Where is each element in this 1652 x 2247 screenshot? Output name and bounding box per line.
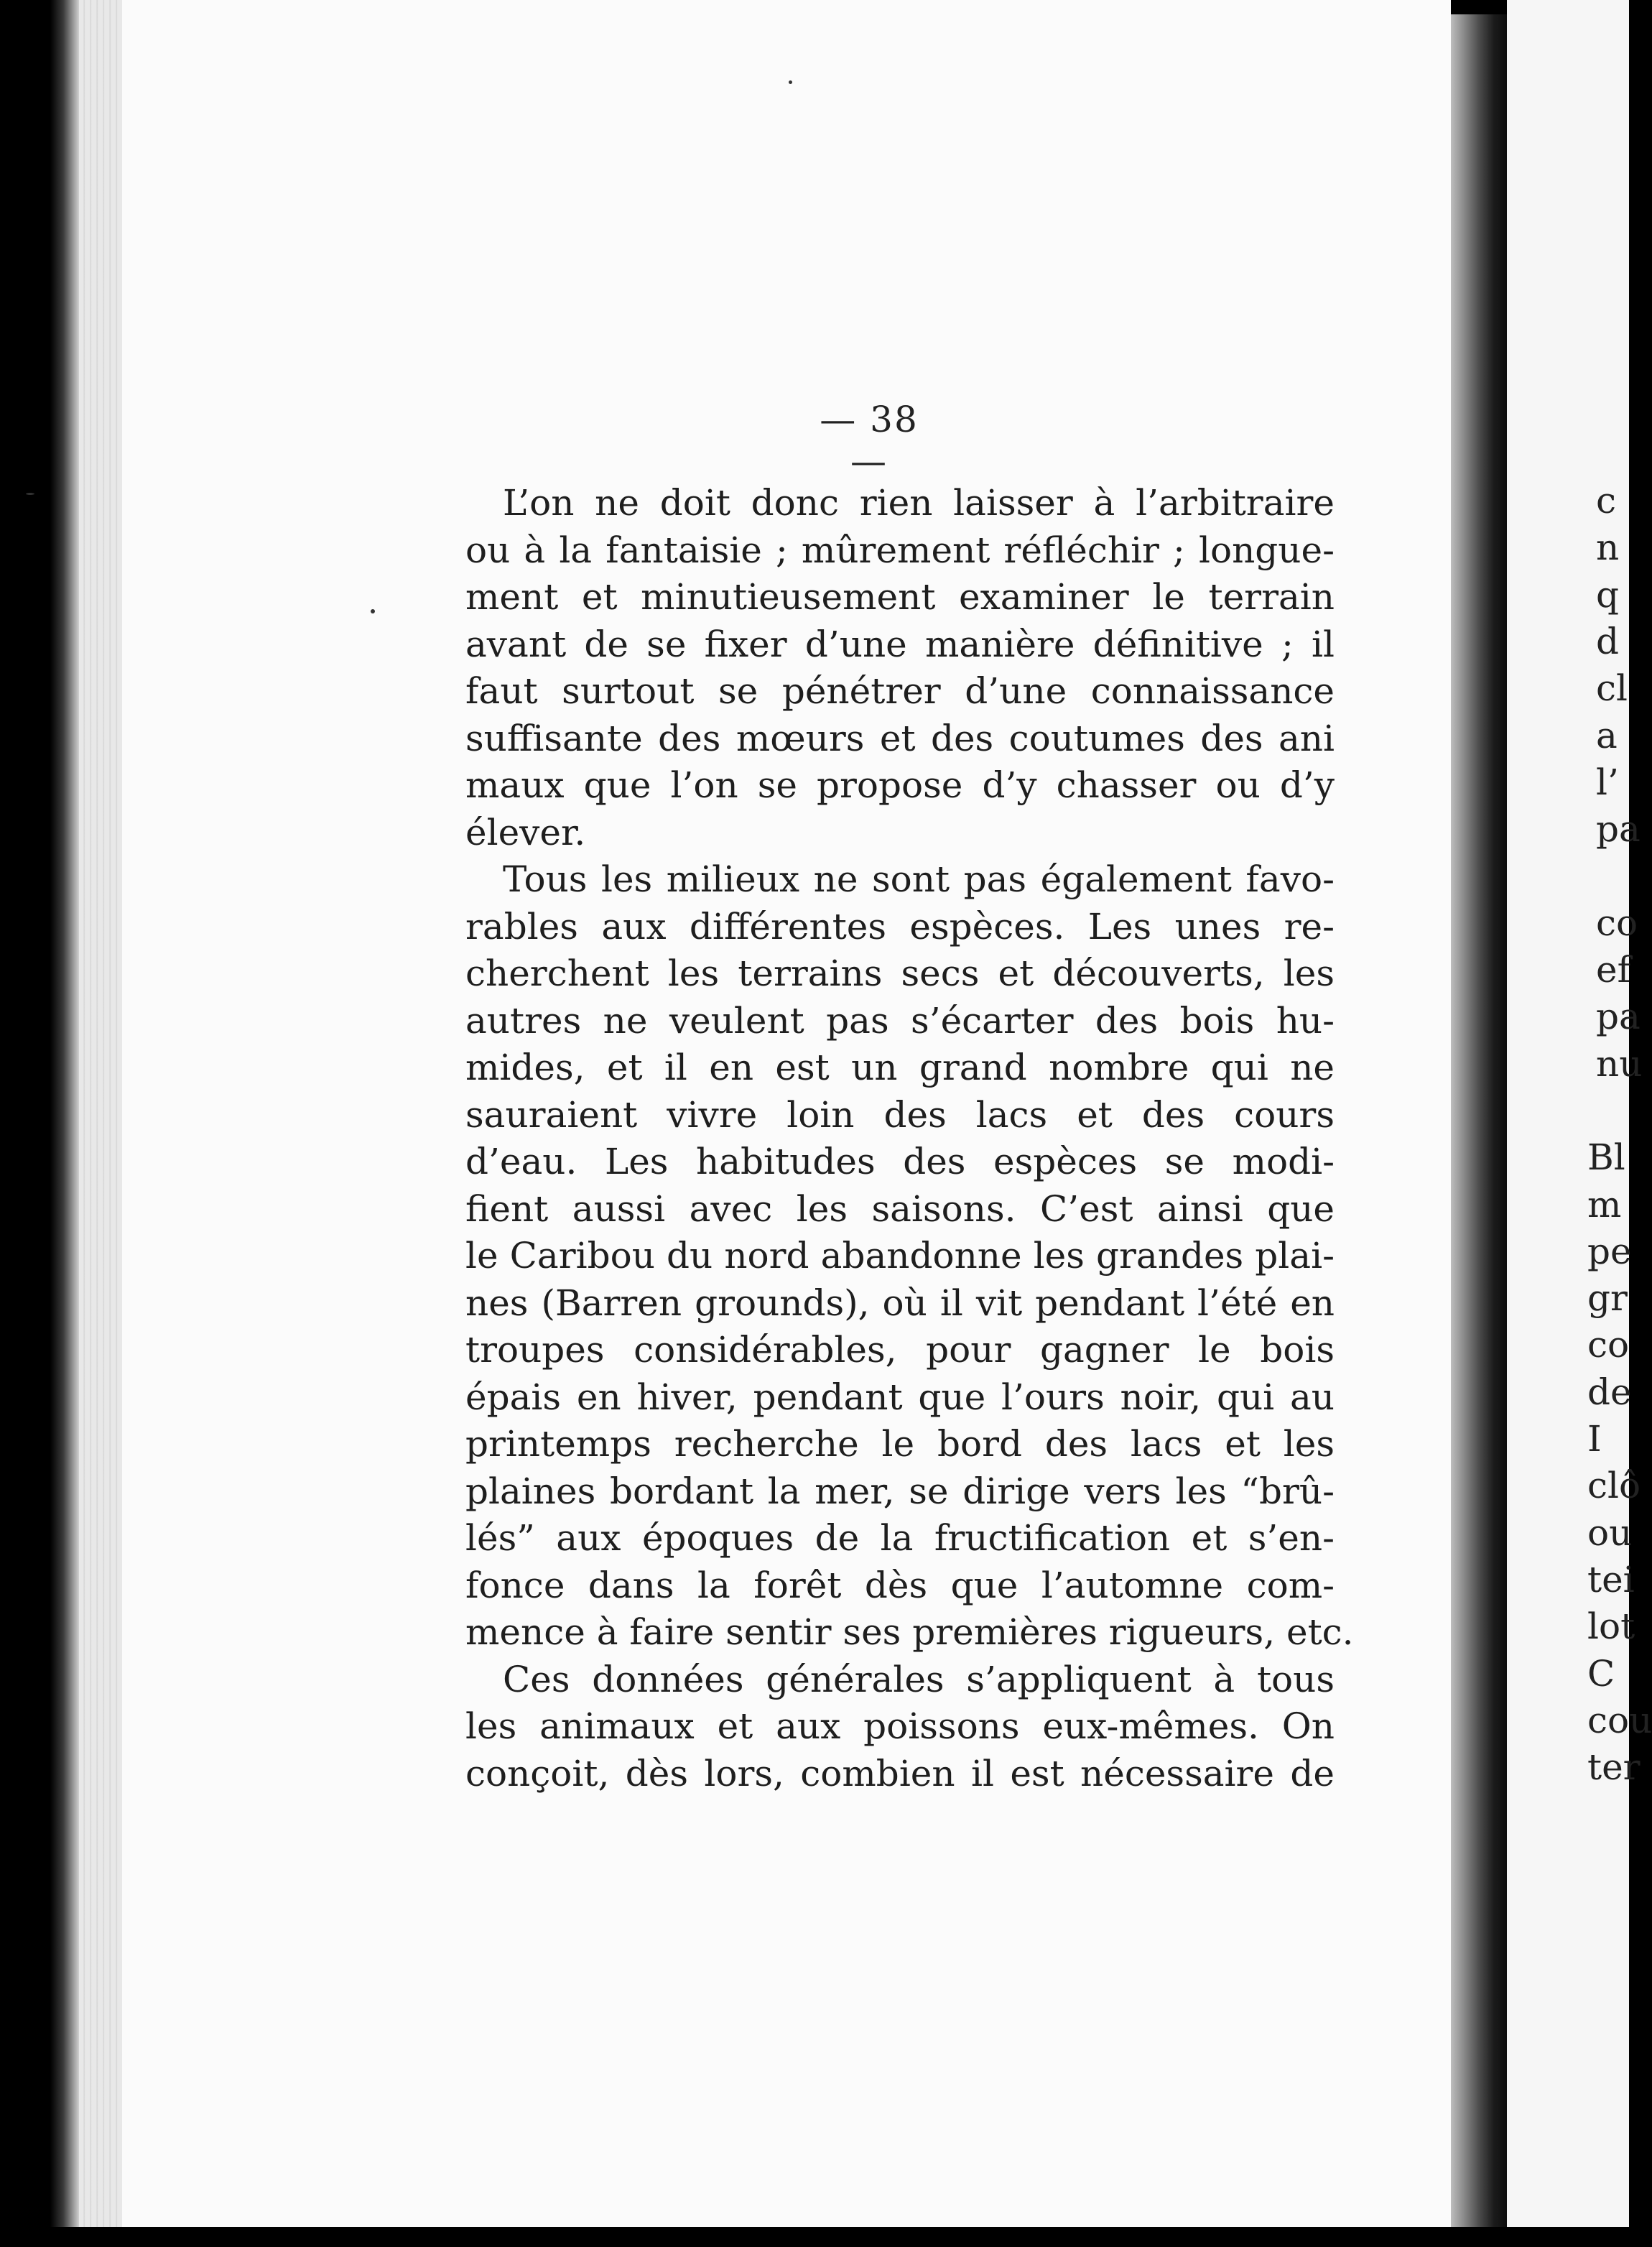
facing-page-fragment: d xyxy=(1596,620,1620,662)
facing-page-fragment: tei xyxy=(1587,1558,1635,1600)
page-number: — 38 — xyxy=(820,399,919,482)
text-line: Ces données générales s’appliquent à tous xyxy=(503,1658,1335,1700)
facing-page-fragment: clô xyxy=(1587,1465,1641,1507)
text-line: ment et minutieusement examiner le terrain xyxy=(465,576,1335,618)
facing-page-fragment: m xyxy=(1587,1183,1622,1226)
facing-page-fragment: pa xyxy=(1596,996,1641,1038)
text-line: faut surtout se pénétrer d’une connaissance xyxy=(465,670,1335,712)
text-line: le Caribou du nord abandonne les grandes plai- xyxy=(465,1235,1335,1277)
facing-page-fragment: C xyxy=(1587,1652,1615,1695)
text-line: nes (Barren grounds), où il vit pendant l’été en xyxy=(465,1282,1335,1324)
scan-bottom-border xyxy=(0,2227,1629,2247)
facing-page-fragment: a xyxy=(1596,714,1618,756)
text-line: mence à faire sentir ses premières rigueurs, etc. xyxy=(465,1611,1354,1653)
facing-page-fragment: lot xyxy=(1587,1606,1635,1648)
facing-page-fragment: cou xyxy=(1587,1699,1652,1741)
scan-speck xyxy=(789,80,792,84)
facing-page-fragment: cl xyxy=(1596,667,1628,710)
text-line: mides, et il en est un grand nombre qui ne xyxy=(465,1047,1335,1088)
text-line: ou à la fantaisie ; mûrement réfléchir ; longue- xyxy=(465,529,1335,571)
text-line: les animaux et aux poissons eux-mêmes. On xyxy=(465,1705,1335,1747)
text-line: avant de se fixer d’une manière définitive ; il xyxy=(465,623,1335,665)
text-line: épais en hiver, pendant que l’ours noir, qui au xyxy=(465,1376,1335,1418)
text-line: fonce dans la forêt dès que l’automne com- xyxy=(465,1564,1335,1606)
text-line: cherchent les terrains secs et découverts, les xyxy=(465,953,1335,994)
facing-page-fragment: nu xyxy=(1596,1042,1643,1085)
text-line: fient aussi avec les saisons. C’est ainsi que xyxy=(465,1187,1335,1230)
scan-speck xyxy=(26,493,34,495)
facing-page-fragment: ter xyxy=(1587,1746,1641,1789)
scan-speck xyxy=(371,609,375,613)
text-line: autres ne veulent pas s’écarter des bois hu- xyxy=(465,999,1335,1042)
facing-page-fragment: c xyxy=(1596,480,1617,522)
text-line: conçoit, dès lors, combien il est nécessaire de xyxy=(465,1752,1335,1794)
text-line: élever. xyxy=(465,811,586,853)
text-line: sauraient vivre loin des lacs et des cours xyxy=(465,1093,1335,1136)
facing-page-fragment: co xyxy=(1596,902,1638,944)
text-line: rables aux différentes espèces. Les unes re- xyxy=(465,905,1335,948)
text-line: lés” aux époques de la fructification et s’en- xyxy=(465,1517,1335,1559)
facing-page xyxy=(1507,0,1652,2227)
book-gutter-shadow xyxy=(1451,14,1507,2227)
facing-page-fragment: pe xyxy=(1587,1230,1632,1272)
text-line: troupes considérables, pour gagner le bois xyxy=(465,1329,1335,1371)
facing-page-fragment: n xyxy=(1596,527,1620,569)
text-line: printemps recherche le bord des lacs et les xyxy=(465,1423,1335,1465)
facing-page-fragment: ef xyxy=(1596,949,1631,991)
text-line: Tous les milieux ne sont pas également favo- xyxy=(503,858,1335,900)
body-text xyxy=(465,480,1354,1797)
facing-page-fragment: gr xyxy=(1587,1277,1628,1320)
facing-page-fragment: ou xyxy=(1587,1511,1633,1554)
text-line: suffisante des mœurs et des coutumes des ani xyxy=(465,717,1335,759)
facing-page-fragment: co xyxy=(1587,1324,1630,1366)
facing-page-fragment: pa xyxy=(1596,808,1641,851)
facing-page-fragment: Bl xyxy=(1587,1136,1625,1179)
text-line: L’on ne doit donc rien laisser à l’arbitraire xyxy=(503,482,1335,524)
facing-page-fragment: de xyxy=(1587,1371,1632,1413)
text-line: d’eau. Les habitudes des espèces se modi- xyxy=(465,1141,1335,1182)
facing-page-fragment: q xyxy=(1596,573,1620,616)
page-stack-edges xyxy=(79,0,122,2227)
text-line: plaines bordant la mer, se dirige vers les “brû- xyxy=(465,1470,1335,1512)
facing-page-fragment: I xyxy=(1587,1418,1602,1460)
facing-page-fragment: l’ xyxy=(1596,761,1619,803)
text-line: maux que l’on se propose d’y chasser ou d’y xyxy=(465,764,1335,806)
